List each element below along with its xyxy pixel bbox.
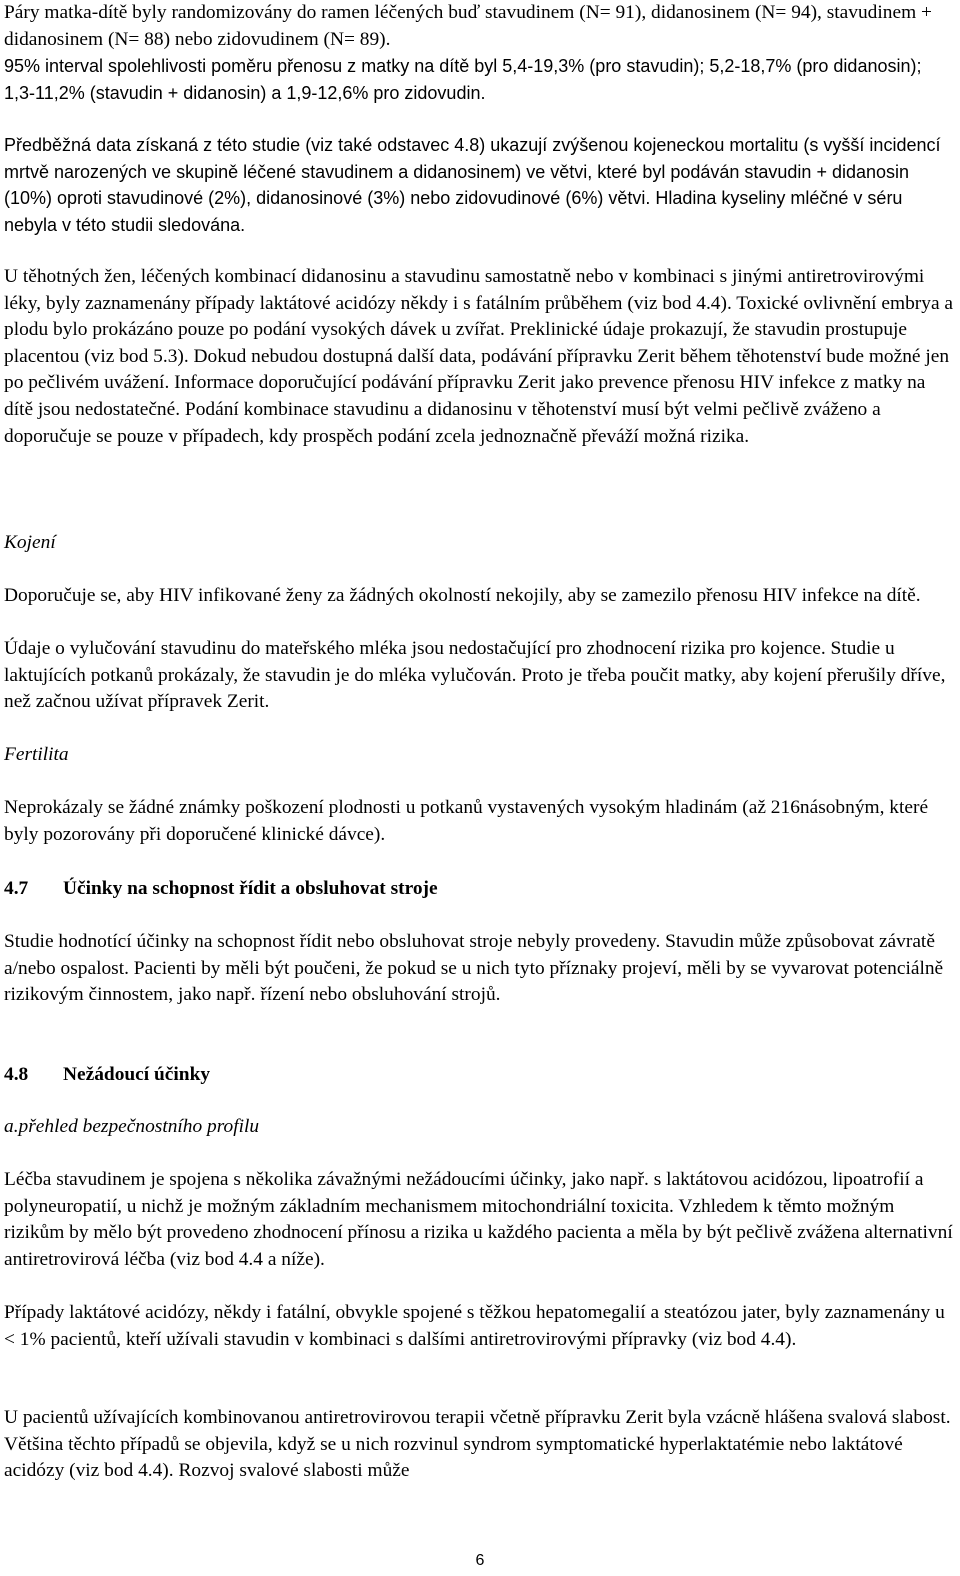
paragraph-fertility: Neprokázaly se žádné známky poškození plodnosti u potkanů vystavených vysokým hladinám (až 216násobným, které byly pozorovány při doporučené klinické dávce). [4,797,929,845]
paragraph-pregnancy: U těhotných žen, léčených kombinací didanosinu a stavudinu samostatně nebo v kombinaci s jinými antiretrovirovými léky, byly zaznamenány případy laktátové acidózy někdy i s fatálním průběhem (viz bod 4.4). Toxické ovlivnění embrya a plodu bylo prokázáno pouze po podání vysokých dávek u zvířat. Preklinické údaje prokazují, že stavudin prostupuje placentou (viz bod 5.3). Dokud nebudou dostupná další data, podávání přípravku Zerit během těhotenství bude možné jen po pečlivém uvážení. Informace doporučující podávání přípravku Zerit jako prevence přenosu HIV infekce z matky na dítě jsou nedostatečné. Podání kombinace stavudinu a didanosinu v těhotenství musí být velmi pečlivě zváženo a doporučuje se pouze v případech, kdy prospěch podání zcela jednoznačně převáží možná rizika. [4,266,954,447]
page-number: 6 [475,1552,485,1569]
section-title: Nežádoucí účinky [63,1064,211,1085]
section-number: 4.8 [4,1064,29,1085]
paragraph-breastfeeding-advice: Doporučuje se, aby HIV infikované ženy za žádných okolností nekojily, aby se zamezilo přenosu HIV infekce na dítě. [4,585,921,606]
paragraph-safety-overview: Léčba stavudinem je spojena s několika závažnými nežádoucími účinky, jako např. s laktátovou acidózou, lipoatrofií a polyneuropatií, u nichž je možným základním mechanismem mitochondriální toxicita. Vzhledem k těmto možným rizikům by mělo být provedeno zhodnocení přínosu a rizika u každého pacienta a měla by být pečlivě zvážena alternativní antiretrovirová léčba (viz bod 4.4 a níže). [4,1169,953,1270]
heading-fertilita: Fertilita [4,744,69,765]
paragraph-preliminary-data: Předběžná data získaná z této studie (viz také odstavec 4.8) ukazují zvýšenou kojeneckou mortalitu (s vyšší incidencí mrtvě narozených ve skupině léčené stavudinem a didanosinem) ve větvi, které byl podáván stavudin + didanosin (10%) oproti stavudinové (2%), didanosinové (3%) nebo zidovudinové (6%) větvi. Hladina kyseliny mléčné v séru nebyla v této studii sledována. [4,135,941,235]
section-number: 4.7 [4,878,29,899]
heading-kojeni: Kojení [4,532,56,553]
section-heading-4-7 [4,876,954,903]
heading-safety-profile: a.přehled bezpečnostního profilu [4,1116,260,1137]
paragraph-milk-excretion: Údaje o vylučování stavudinu do mateřského mléka jsou nedostačující pro zhodnocení rizika pro kojence. Studie u laktujících potkanů prokázaly, že stavudin je do mléka vylučován. Proto je třeba poučit matky, aby kojení přerušily dříve, než začnou užívat přípravek Zerit. [4,638,946,713]
paragraph-lactic-acidosis: Případy laktátové acidózy, někdy i fatální, obvykle spojené s těžkou hepatomegalií a steatózou jater, byly zaznamenány u < 1% pacientů, kteří užívali stavudin v kombinaci s dalšími antiretrovirovými přípravky (viz bod 4.4). [4,1302,945,1350]
section-heading-4-8 [4,1062,954,1089]
paragraph-muscle-weakness: U pacientů užívajících kombinovanou antiretrovirovou terapii včetně přípravku Zerit byla vzácně hlášena svalová slabost. Většina těchto případů se objevila, když se u nich rozvinul syndrom symptomatické hyperlaktatémie nebo laktátové acidózy (viz bod 4.4). Rozvoj svalové slabosti může [4,1407,951,1482]
paragraph-driving: Studie hodnotící účinky na schopnost řídit nebo obsluhovat stroje nebyly provedeny. Stavudin může způsobovat závratě a/nebo ospalost. Pacienti by měli být poučeni, že pokud se u nich tyto příznaky projeví, měli by se vyvarovat potenciálně rizikovým činnostem, jako např. řízení nebo obsluhování strojů. [4,931,944,1006]
paragraph-randomization: Páry matka-dítě byly randomizovány do ramen léčených buď stavudinem (N= 91), didanosinem (N= 94), stavudinem + didanosinem (N= 88) nebo zidovudinem (N= 89). [4,2,932,50]
paragraph-confidence-interval: 95% interval spolehlivosti poměru přenosu z matky na dítě byl 5,4-19,3% (pro stavudin); 5,2-18,7% (pro didanosin); 1,3-11,2% (stavudin + didanosin) a 1,9-12,6% pro zidovudin. [4,56,922,103]
section-title: Účinky na schopnost řídit a obsluhovat stroje [63,878,438,899]
